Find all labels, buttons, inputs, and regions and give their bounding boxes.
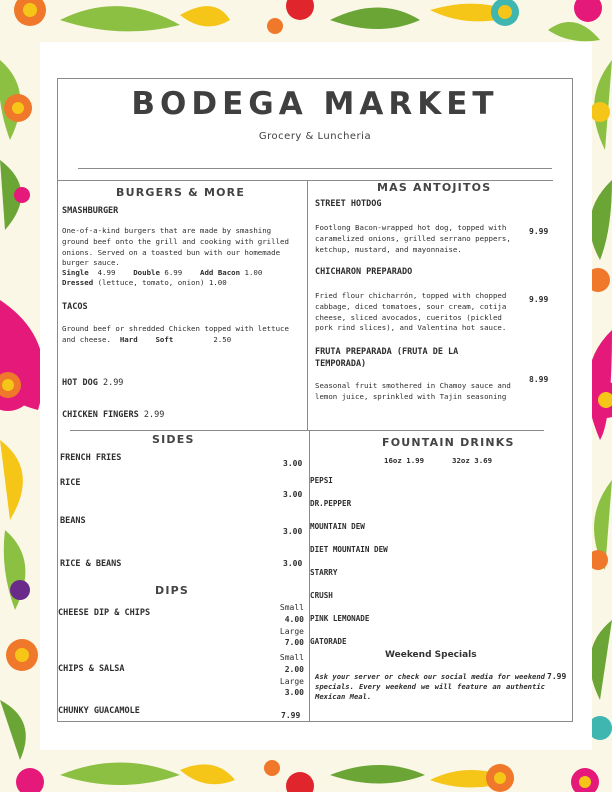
chicken-fingers-price: 2.99 <box>143 410 165 420</box>
item-street-hotdog-price: 9.99 <box>529 227 549 236</box>
divider-top-1 <box>78 168 552 169</box>
item-rice-price: 3.00 <box>283 490 303 499</box>
item-rice-beans: RICE & BEANS <box>60 559 122 569</box>
item-fruta-price: 8.99 <box>529 375 549 384</box>
item-tacos: TACOS <box>62 302 88 312</box>
smash-single-label: Single <box>62 268 89 277</box>
tacos-soft-label: Soft <box>155 334 174 344</box>
item-smashburger-description: One-of-a-kind burgers that are made by smashing ground beef onto the grill and cooking with grilled onions. Served on a toasted bun with our homemade burger sauce. <box>62 226 289 268</box>
item-beans-price: 3.00 <box>283 527 303 536</box>
cheese-large-label: Large <box>279 626 304 636</box>
page-subtitle: Grocery & Luncheria <box>258 131 372 142</box>
tacos-hard-label: Hard <box>119 334 138 344</box>
section-heading-sides: SIDES <box>152 433 195 446</box>
salsa-large-price: 3.00 <box>284 688 304 698</box>
tacos-price: 2.50 <box>213 334 232 344</box>
item-guacamole: CHUNKY GUACAMOLE <box>58 706 140 716</box>
smashburger-options-row-2 <box>62 278 227 287</box>
item-chicharon: CHICHARON PREPARADO <box>315 267 413 277</box>
drink-size-32oz: 32oz 3.69 <box>452 456 493 465</box>
item-chicken-fingers <box>62 410 164 420</box>
drink-item: MOUNTAIN DEW <box>310 522 365 531</box>
smashburger-options-row-1 <box>62 268 262 277</box>
divider-middle <box>70 430 544 431</box>
item-street-hotdog-description: Footlong Bacon-wrapped hot dog, topped with caramelized onions, grilled serrano peppers, ketchup, mustard, and mayonnaise. <box>315 223 511 254</box>
cheese-large-price: 7.00 <box>284 638 304 648</box>
item-rice: RICE <box>60 478 81 488</box>
smash-bacon-price: 1.00 <box>244 268 263 277</box>
drink-item: PINK LEMONADE <box>310 614 370 623</box>
drink-item: DIET MOUNTAIN DEW <box>310 545 388 554</box>
chicken-fingers-name: CHICKEN FINGERS <box>62 410 139 420</box>
item-french-fries: FRENCH FRIES <box>60 453 122 463</box>
cheese-dip-prices <box>270 602 304 649</box>
cheese-small-label: Small <box>279 603 304 612</box>
weekend-specials-price: 7.99 <box>547 672 567 681</box>
salsa-large-label: Large <box>279 676 304 686</box>
item-smashburger: SMASHBURGER <box>62 206 119 216</box>
salsa-small-price: 2.00 <box>284 664 304 674</box>
page-title: BODEGA MARKET <box>131 86 499 122</box>
item-beans: BEANS <box>60 516 86 526</box>
item-fruta-description: Seasonal fruit smothered in Chamoy sauce and lemon juice, sprinkled with Tajin seasoning <box>315 381 511 401</box>
chips-salsa-prices <box>270 652 304 699</box>
drink-size-16oz: 16oz 1.99 <box>384 456 425 465</box>
drink-item: PEPSI <box>310 476 333 485</box>
smash-dressed-text: (lettuce, tomato, onion) 1.00 <box>97 278 227 287</box>
item-chicharon-description: Fried flour chicharrón, topped with chopped cabbage, diced tomatoes, sour cream, cotija cheese, sliced avocados, cueritos (pickled pork rind slices), and Valentina hot sauce. <box>315 291 507 333</box>
salsa-small-label: Small <box>279 653 304 662</box>
section-heading-burgers: BURGERS & MORE <box>116 186 246 199</box>
item-tacos-description <box>62 324 302 346</box>
item-fruta: FRUTA PREPARADA (FRUTA DE LA TEMPORADA) <box>315 347 459 369</box>
item-chicharon-price: 9.99 <box>529 295 549 304</box>
item-cheese-dip: CHEESE DIP & CHIPS <box>58 608 151 618</box>
item-guacamole-price: 7.99 <box>281 711 301 720</box>
drink-item: GATORADE <box>310 637 347 646</box>
item-street-hotdog: STREET HOTDOG <box>315 199 382 209</box>
smash-single-price: 4.99 <box>97 268 116 277</box>
section-heading-drinks: FOUNTAIN DRINKS <box>382 436 515 449</box>
weekend-specials-heading: Weekend Specials <box>385 650 477 660</box>
hotdog-name: HOT DOG <box>62 378 98 388</box>
smash-bacon-label: Add Bacon <box>200 268 241 277</box>
smash-double-price: 6.99 <box>164 268 183 277</box>
item-hotdog <box>62 378 123 388</box>
section-heading-antojitos: MAS ANTOJITOS <box>377 181 492 194</box>
drink-item: DR.PEPPER <box>310 499 352 508</box>
divider-column-upper <box>307 180 308 430</box>
item-french-fries-price: 3.00 <box>283 459 303 468</box>
smash-double-label: Double <box>133 268 160 277</box>
hotdog-price: 2.99 <box>102 378 124 388</box>
tacos-desc-text: Ground beef or shredded Chicken topped with lettuce and cheese. <box>62 324 289 344</box>
item-chips-salsa: CHIPS & SALSA <box>58 664 125 674</box>
cheese-small-price: 4.00 <box>284 614 304 624</box>
item-rice-beans-price: 3.00 <box>283 559 303 568</box>
section-heading-dips: DIPS <box>155 584 190 597</box>
drink-item: CRUSH <box>310 591 333 600</box>
smash-dressed-label: Dressed <box>62 278 94 287</box>
weekend-specials-text: Ask your server or check our social media for weekend specials. Every weekend we will feature an authentic Mexican Meal. <box>315 672 545 701</box>
drink-item: STARRY <box>310 568 338 577</box>
